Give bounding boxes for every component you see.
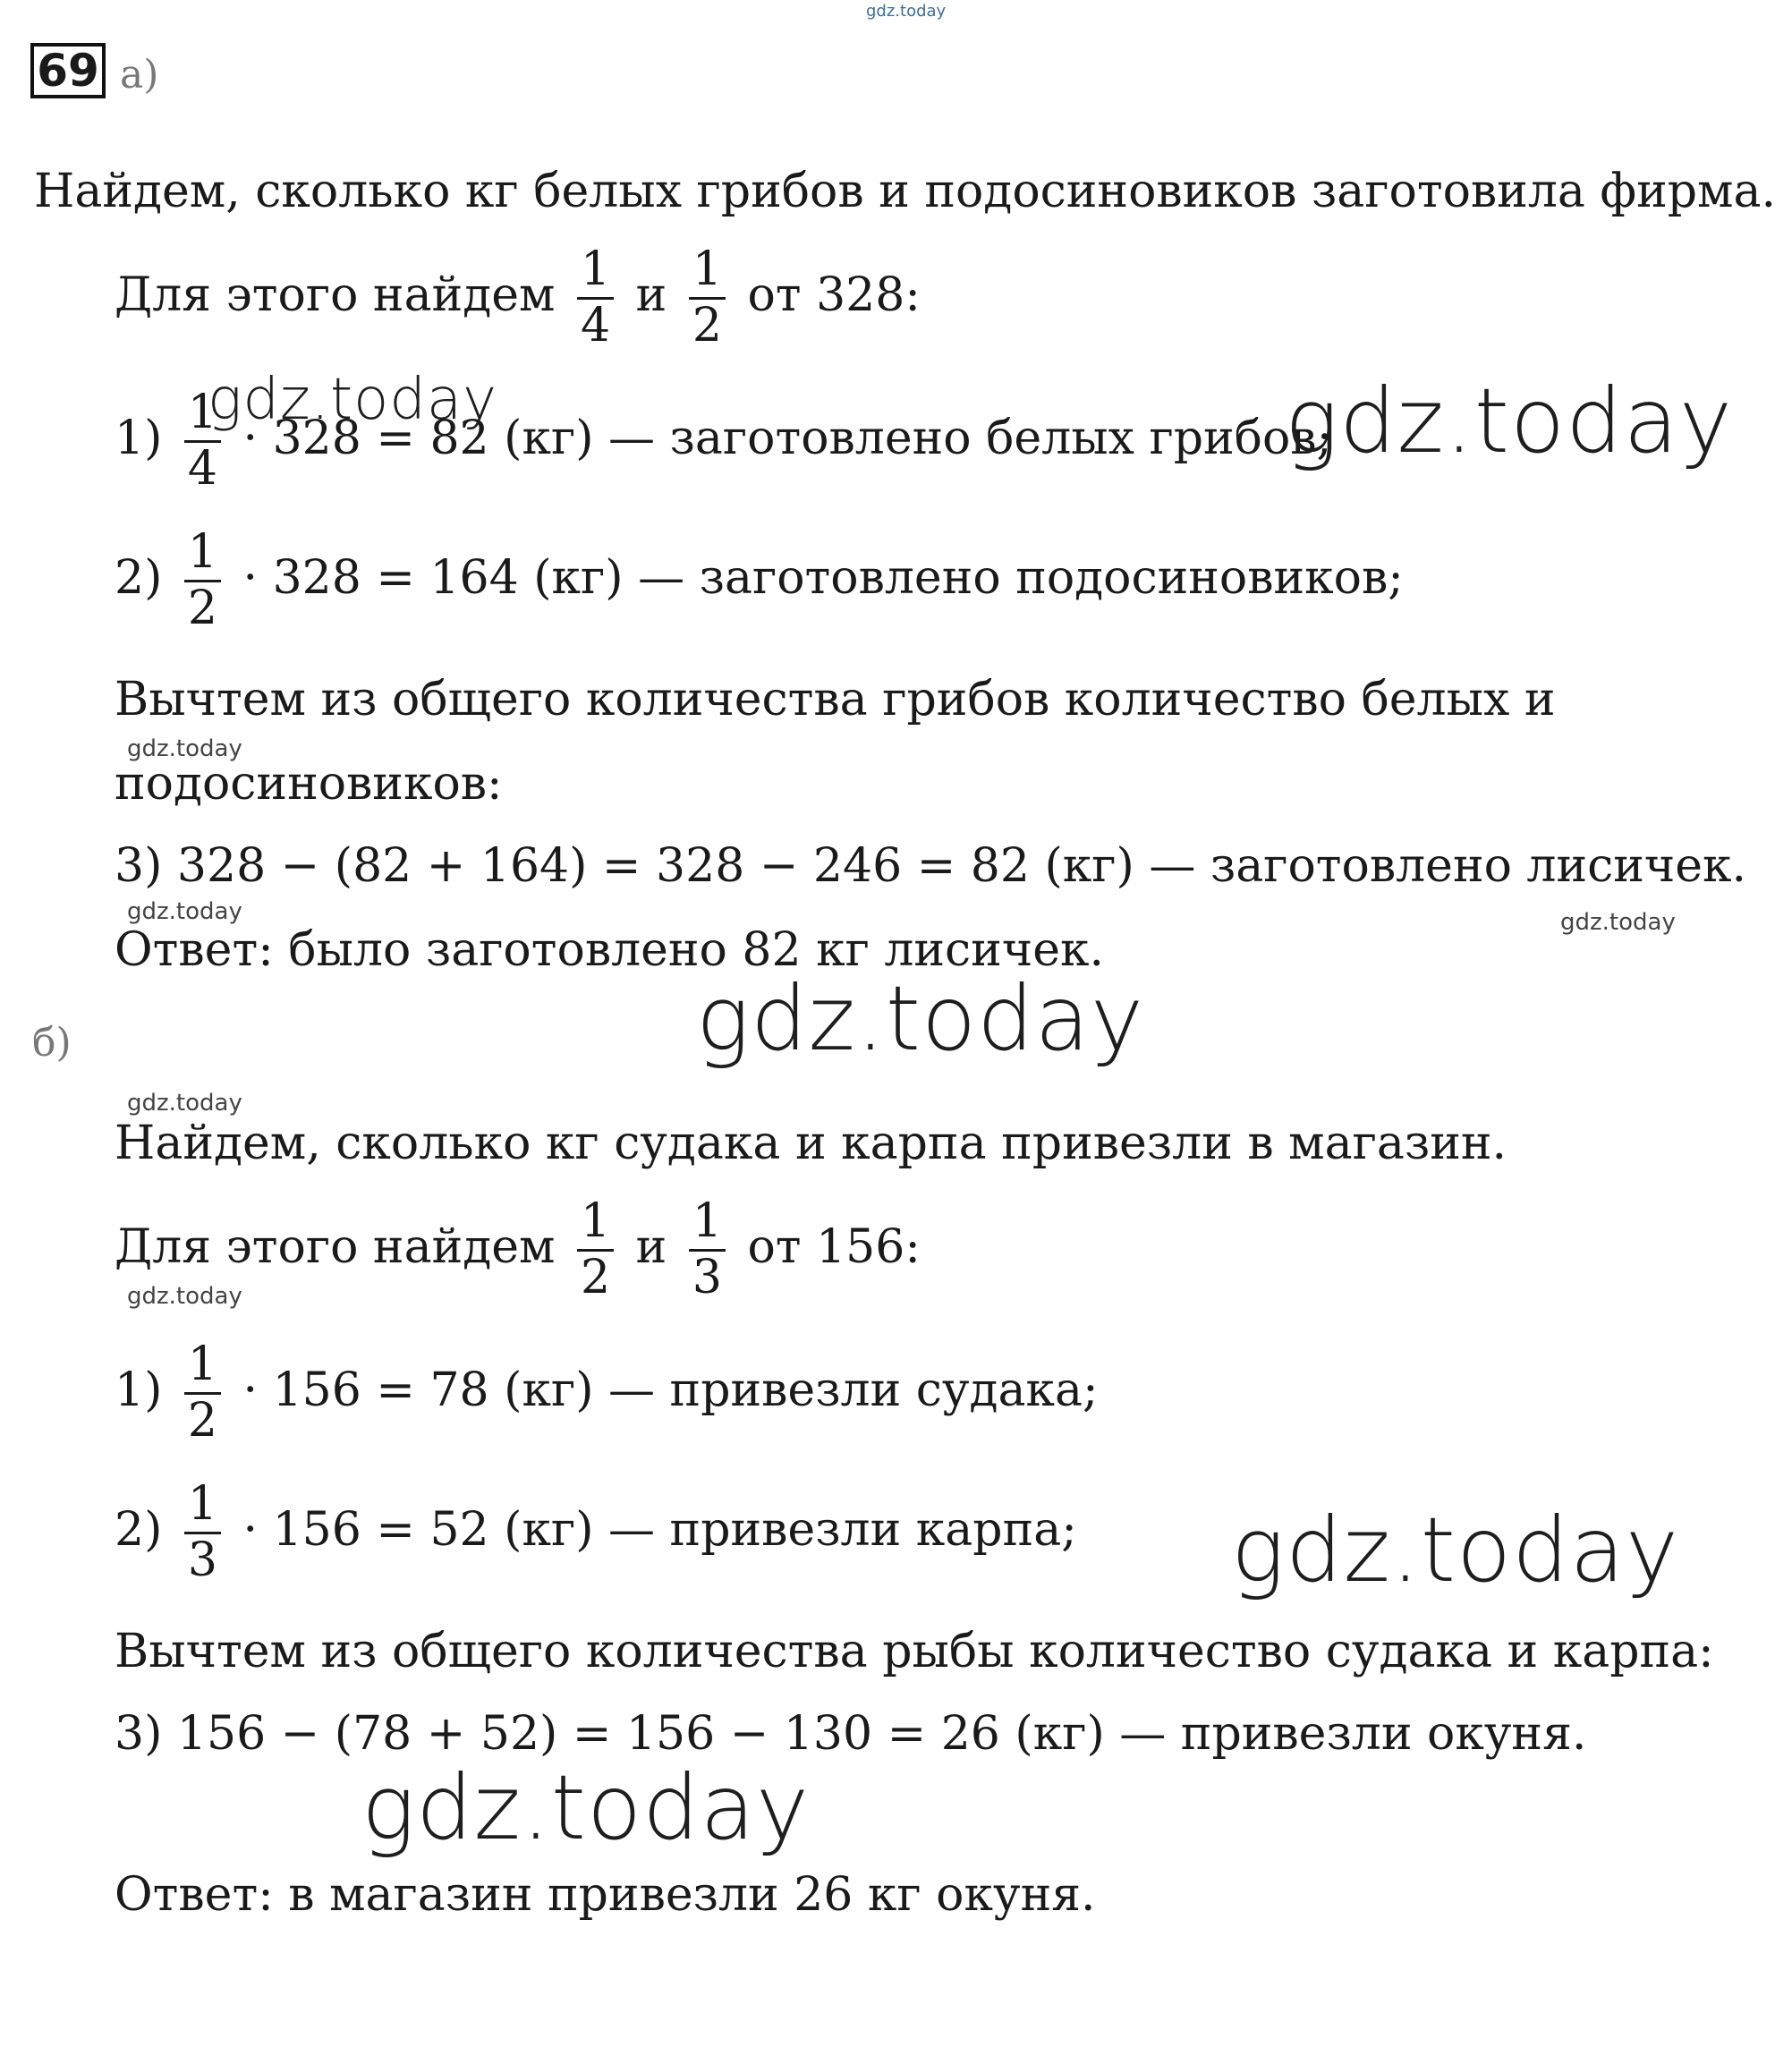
step-expression: · 328 = 82 (кг) — заготовлено белых грибов;: [242, 411, 1333, 465]
part-a-step-3: 3) 328 − (82 + 164) = 328 − 246 = 82 (кг) — заготовлено лисичек.: [115, 839, 1747, 893]
watermark-small: gdz.today: [127, 1090, 242, 1117]
find-suffix: от 156:: [747, 1219, 921, 1274]
watermark-small: gdz.today: [1560, 909, 1676, 936]
step-fraction: [184, 526, 221, 636]
denominator: 2: [187, 581, 217, 635]
denominator: 2: [581, 1250, 611, 1304]
step-number: 1): [115, 1363, 163, 1417]
numerator: 1: [184, 526, 221, 582]
part-a-intro: Найдем, сколько кг белых грибов и подосиновиков заготовила фирма.: [34, 165, 1777, 218]
part-b-answer: Ответ: в магазин привезли 26 кг окуня.: [115, 1868, 1096, 1922]
find-suffix: от 328:: [747, 268, 921, 322]
find-prefix: Для этого найдем: [115, 268, 556, 322]
part-a-label: а): [120, 52, 159, 98]
numerator: 1: [577, 1195, 614, 1252]
denominator: 3: [692, 1250, 722, 1304]
denominator: 3: [187, 1533, 217, 1587]
watermark-small: gdz.today: [127, 735, 242, 762]
step-fraction: [184, 1478, 221, 1588]
numerator: 1: [184, 1478, 221, 1534]
find-prefix: Для этого найдем: [115, 1219, 556, 1274]
watermark-big: gdz.today: [1285, 369, 1734, 473]
header-watermark: gdz.today: [866, 2, 947, 21]
fraction-one-half: [689, 243, 726, 353]
part-a-subtract-line-2: подосиновиков:: [115, 757, 503, 811]
part-b-step-1: [115, 1338, 1099, 1448]
part-a-answer: Ответ: было заготовлено 82 кг лисичек.: [115, 923, 1105, 977]
part-b-intro: Найдем, сколько кг судака и карпа привезли в магазин.: [115, 1117, 1507, 1170]
part-b-label: б): [32, 1020, 72, 1066]
step-expression: · 156 = 78 (кг) — привезли судака;: [242, 1363, 1099, 1417]
fraction-one-quarter: [577, 243, 614, 353]
step-number: 2): [115, 550, 163, 605]
watermark-big: gdz.today: [1231, 1498, 1680, 1602]
denominator: 4: [187, 441, 217, 496]
numerator: 1: [689, 1195, 726, 1252]
part-b-step-3: 3) 156 − (78 + 52) = 156 − 130 = 26 (кг) — привезли окуня.: [115, 1707, 1587, 1761]
step-number: 1): [115, 411, 163, 465]
denominator: 4: [581, 298, 611, 352]
part-b-subtract-line: Вычтем из общего количества рыбы количество судака и карпа:: [115, 1625, 1714, 1678]
numerator: 1: [577, 243, 614, 300]
part-a-step-2: [115, 526, 1404, 636]
part-a-subtract-line-1: Вычтем из общего количества грибов количество белых и: [115, 673, 1556, 726]
watermark-small: gdz.today: [127, 898, 242, 925]
numerator: 1: [689, 243, 726, 300]
watermark-small: gdz.today: [127, 1283, 242, 1310]
step-expression: · 156 = 52 (кг) — привезли карпа;: [242, 1502, 1077, 1557]
find-and: и: [635, 1219, 667, 1274]
denominator: 2: [187, 1393, 217, 1448]
part-a-find-line: [115, 243, 921, 353]
fraction-one-third: [689, 1195, 726, 1305]
numerator: 1: [184, 1338, 221, 1395]
watermark-big: gdz.today: [208, 367, 497, 433]
numerator: 1: [184, 386, 221, 443]
fraction-one-half: [577, 1195, 614, 1305]
step-expression: · 328 = 164 (кг) — заготовлено подосиновиков;: [242, 550, 1404, 605]
problem-number-box: 69: [30, 43, 106, 98]
watermark-big: gdz.today: [361, 1755, 811, 1860]
denominator: 2: [692, 298, 722, 352]
part-b-step-2: [115, 1478, 1077, 1588]
step-number: 2): [115, 1502, 163, 1557]
step-fraction: [184, 1338, 221, 1448]
watermark-big: gdz.today: [696, 966, 1145, 1071]
find-and: и: [635, 268, 667, 322]
